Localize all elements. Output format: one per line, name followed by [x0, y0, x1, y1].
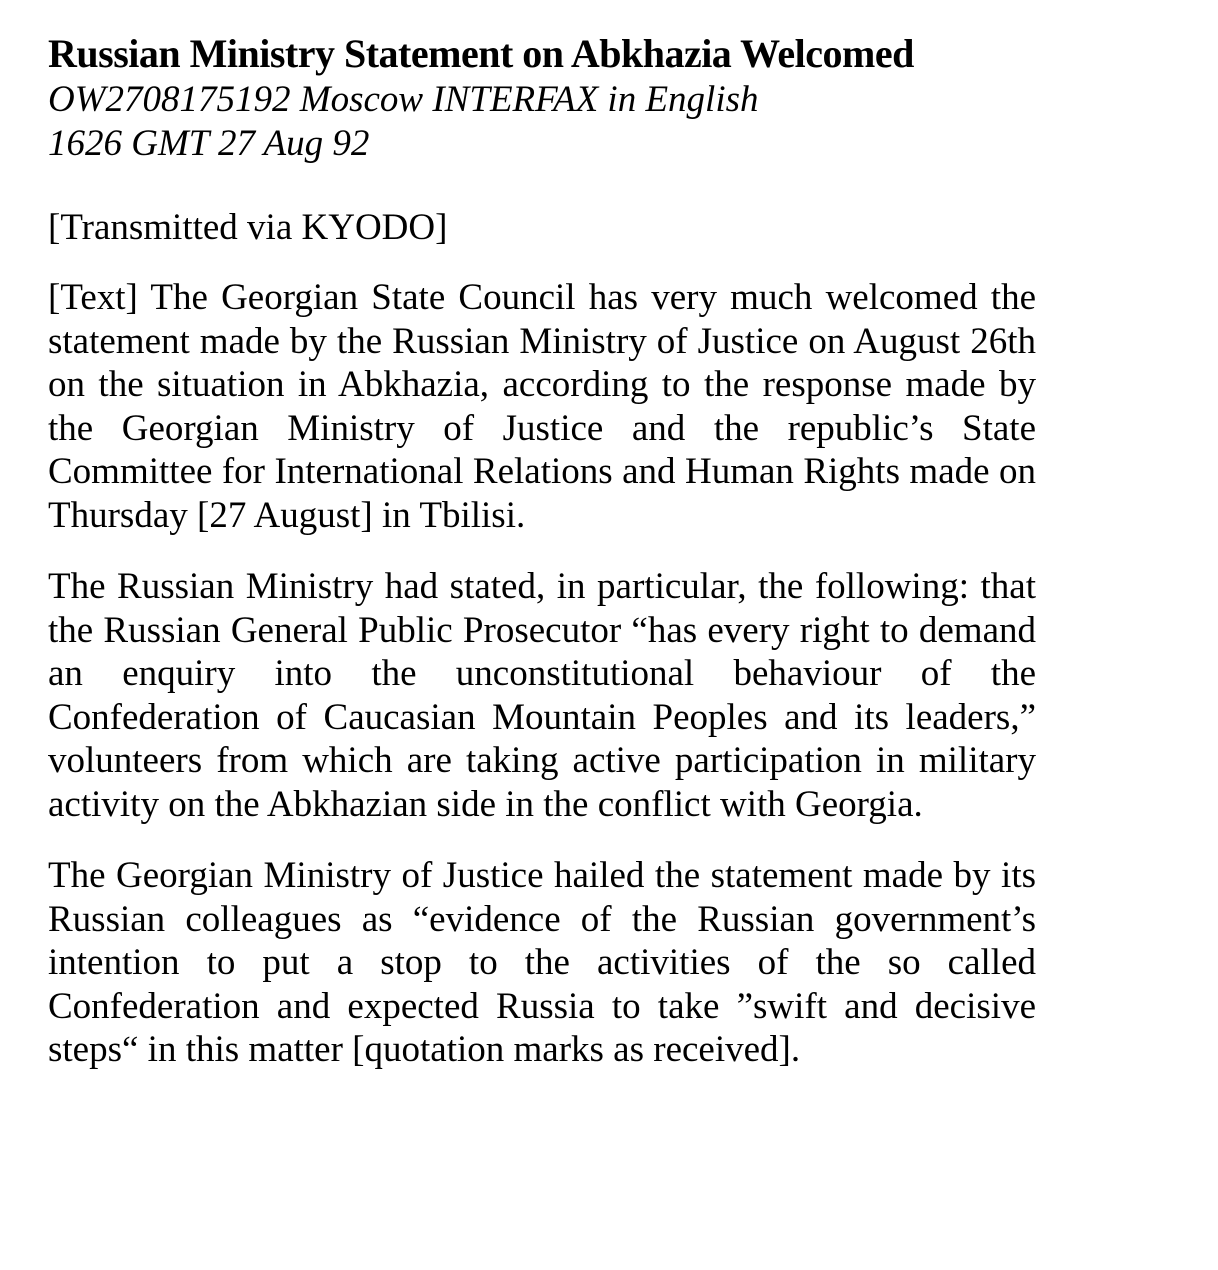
body-paragraph: The Russian Ministry had stated, in particular, the following: that the Russian General Public Prosecutor “has every right to demand an enquiry into the unconstitutional behaviour of the Confederation of Caucasian Mountain Peoples and its leaders,” volunteers from which are taking active participation in military activity on the Abkhazian side in the conflict with Georgia.	[48, 566, 1036, 825]
dateline-source: OW2708175192 Moscow INTERFAX in English	[48, 79, 759, 120]
article	[48, 30, 1036, 1072]
body-paragraph: The Georgian Ministry of Justice hailed the statement made by its Russian colleagues as “evidence of the Russian government’s intention to put a stop to the activities of the so called Confederation and expected Russia to take ”swift and decisive steps“ in this matter [quotation marks as received].	[48, 855, 1036, 1070]
body-paragraph: [Text] The Georgian State Council has very much welcomed the statement made by the Russian Ministry of Justice on August 26th on the situation in Abkhazia, according to the response made by the Georgian Ministry of Justice and the republic’s State Committee for International Relations and Human Rights made on Thursday [27 August] in Tbilisi.	[48, 277, 1036, 536]
article-dateline	[48, 78, 1036, 166]
article-headline: Russian Ministry Statement on Abkhazia Welcomed	[48, 31, 914, 76]
dateline-time: 1626 GMT 27 Aug 92	[48, 123, 370, 164]
transmission-note: [Transmitted via KYODO]	[48, 207, 448, 248]
